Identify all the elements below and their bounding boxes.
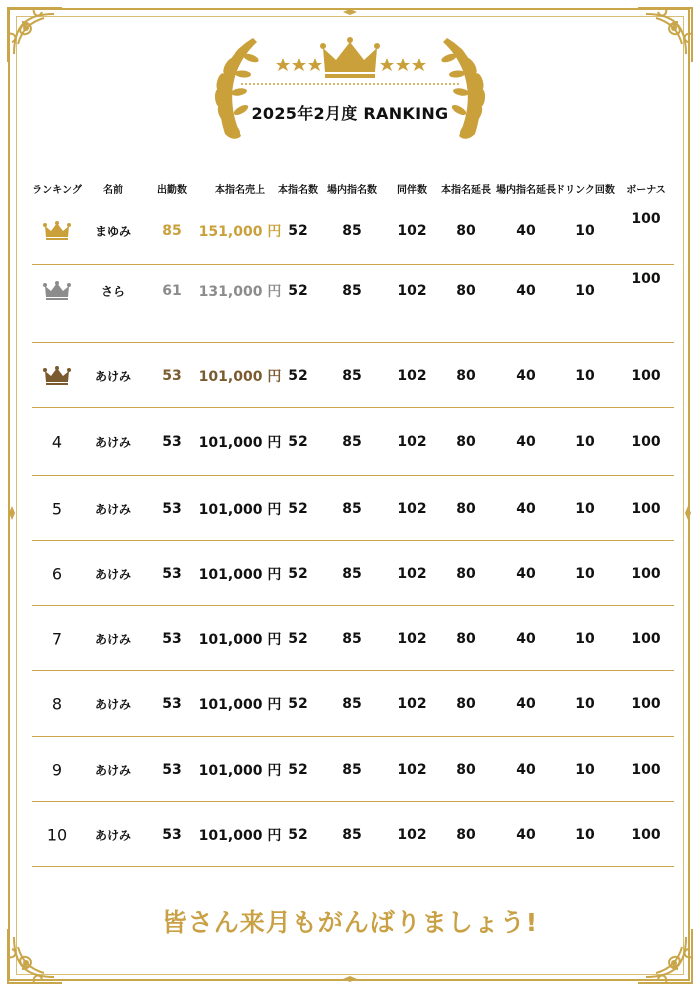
cell-name: さら bbox=[100, 284, 126, 299]
cell-dohan-count: 102 bbox=[397, 434, 427, 450]
cell-honshimei-count: 52 bbox=[288, 696, 308, 712]
bronze-crown-icon bbox=[43, 366, 71, 386]
cell-jonai-count: 85 bbox=[342, 761, 362, 778]
cell-jonai-count: 85 bbox=[342, 223, 362, 239]
ranking-row bbox=[32, 606, 674, 671]
cell-shifts: 53 bbox=[162, 696, 182, 712]
cell-rank: 8 bbox=[51, 694, 63, 714]
column-header-honshimei-count: 本指名数 bbox=[278, 185, 318, 196]
cell-honshimei-extension: 80 bbox=[456, 565, 476, 582]
ranking-row bbox=[32, 343, 674, 408]
cell-jonai-count: 85 bbox=[342, 630, 362, 647]
cell-honshimei-extension: 80 bbox=[456, 826, 476, 843]
cell-dohan-count: 102 bbox=[397, 367, 427, 384]
column-header-shifts: 出勤数 bbox=[157, 185, 187, 196]
cell-rank: 4 bbox=[51, 432, 63, 452]
cell-honshimei-extension: 80 bbox=[456, 434, 476, 450]
cell-name: あけみ bbox=[94, 435, 132, 450]
cell-name: あけみ bbox=[94, 763, 132, 777]
cell-name: あけみ bbox=[94, 632, 132, 646]
cell-name: あけみ bbox=[94, 502, 132, 516]
cell-jonai-count: 85 bbox=[342, 283, 362, 299]
cell-shifts: 53 bbox=[162, 761, 182, 778]
cell-dohan-count: 102 bbox=[397, 283, 427, 299]
cell-dohan-count: 102 bbox=[397, 565, 427, 582]
silver-crown-icon bbox=[43, 281, 71, 301]
cell-jonai-extension: 40 bbox=[516, 826, 536, 843]
cell-bonus: 100 bbox=[631, 826, 661, 843]
cell-jonai-count: 85 bbox=[342, 500, 362, 517]
cell-honshimei-extension: 80 bbox=[456, 696, 476, 712]
cell-drink-count: 10 bbox=[575, 761, 595, 778]
cell-honshimei-count: 52 bbox=[288, 761, 308, 778]
cell-honshimei-count: 52 bbox=[288, 434, 308, 450]
column-header-rank: ランキング bbox=[32, 185, 82, 196]
cell-drink-count: 10 bbox=[575, 630, 595, 647]
cell-jonai-count: 85 bbox=[342, 565, 362, 582]
cell-honshimei-count: 52 bbox=[288, 283, 308, 299]
side-ornament-icon bbox=[681, 506, 695, 520]
cell-dohan-count: 102 bbox=[397, 500, 427, 517]
column-header-bonus: ボーナス bbox=[626, 185, 666, 196]
ranking-row bbox=[32, 737, 674, 802]
cell-shifts: 85 bbox=[162, 223, 182, 239]
column-header-honshimei-extension: 本指名延長 bbox=[441, 185, 491, 196]
cell-shifts: 53 bbox=[162, 630, 182, 647]
cell-jonai-extension: 40 bbox=[516, 761, 536, 778]
ranking-row bbox=[32, 802, 674, 867]
cell-rank: 6 bbox=[51, 564, 63, 583]
cell-sales: 101,000 円 bbox=[198, 697, 282, 713]
cell-jonai-extension: 40 bbox=[516, 565, 536, 582]
column-header-jonai-extension: 場内指名延長 bbox=[496, 185, 556, 196]
side-ornament-icon bbox=[343, 5, 357, 19]
cell-jonai-count: 85 bbox=[342, 367, 362, 384]
cell-sales: 101,000 円 bbox=[198, 368, 282, 385]
ranking-row bbox=[32, 265, 674, 343]
cell-rank: 10 bbox=[46, 825, 68, 844]
ranking-row bbox=[32, 408, 674, 476]
cell-dohan-count: 102 bbox=[397, 696, 427, 712]
cell-honshimei-extension: 80 bbox=[456, 761, 476, 778]
laurel-crown-emblem-icon bbox=[205, 30, 495, 148]
cell-drink-count: 10 bbox=[575, 283, 595, 299]
gold-crown-icon bbox=[43, 221, 71, 241]
side-ornament-icon bbox=[5, 506, 19, 520]
cell-sales: 101,000 円 bbox=[198, 827, 282, 844]
cell-shifts: 61 bbox=[162, 283, 182, 299]
cell-dohan-count: 102 bbox=[397, 223, 427, 239]
cell-drink-count: 10 bbox=[575, 696, 595, 712]
cell-honshimei-extension: 80 bbox=[456, 500, 476, 517]
cell-honshimei-count: 52 bbox=[288, 826, 308, 843]
ranking-row bbox=[32, 205, 674, 265]
column-header-sales: 本指名売上 bbox=[215, 185, 265, 196]
cell-honshimei-count: 52 bbox=[288, 500, 308, 517]
cell-sales: 131,000 円 bbox=[198, 284, 282, 300]
cell-shifts: 53 bbox=[162, 565, 182, 582]
cell-honshimei-count: 52 bbox=[288, 367, 308, 384]
cell-bonus: 100 bbox=[631, 271, 661, 287]
cell-shifts: 53 bbox=[162, 826, 182, 843]
cell-name: まゆみ bbox=[94, 224, 132, 239]
cell-jonai-extension: 40 bbox=[516, 434, 536, 450]
cell-sales: 151,000 円 bbox=[198, 224, 282, 240]
cell-rank: 7 bbox=[51, 629, 63, 648]
footer-message: 皆さん来月もがんばりましょう! bbox=[161, 908, 539, 937]
cell-honshimei-extension: 80 bbox=[456, 283, 476, 299]
row-divider bbox=[32, 866, 674, 867]
cell-sales: 101,000 円 bbox=[198, 631, 282, 648]
cell-honshimei-count: 52 bbox=[288, 565, 308, 582]
column-header-dohan-count: 同伴数 bbox=[397, 185, 427, 196]
cell-honshimei-count: 52 bbox=[288, 630, 308, 647]
cell-jonai-extension: 40 bbox=[516, 223, 536, 239]
cell-jonai-extension: 40 bbox=[516, 500, 536, 517]
cell-shifts: 53 bbox=[162, 500, 182, 517]
cell-honshimei-extension: 80 bbox=[456, 223, 476, 239]
column-header-name: 名前 bbox=[103, 185, 123, 196]
cell-jonai-extension: 40 bbox=[516, 630, 536, 647]
cell-bonus: 100 bbox=[631, 761, 661, 778]
cell-drink-count: 10 bbox=[575, 500, 595, 517]
cell-name: あけみ bbox=[94, 697, 132, 712]
cell-bonus: 100 bbox=[631, 500, 661, 517]
cell-bonus: 100 bbox=[631, 565, 661, 582]
cell-bonus: 100 bbox=[631, 630, 661, 647]
column-header-jonai-count: 場内指名数 bbox=[327, 185, 377, 196]
cell-bonus: 100 bbox=[631, 696, 661, 712]
cell-drink-count: 10 bbox=[575, 565, 595, 582]
cell-honshimei-extension: 80 bbox=[456, 630, 476, 647]
cell-rank: 9 bbox=[51, 760, 63, 779]
cell-sales: 101,000 円 bbox=[198, 501, 282, 518]
cell-drink-count: 10 bbox=[575, 223, 595, 239]
cell-drink-count: 10 bbox=[575, 434, 595, 450]
ranking-row bbox=[32, 476, 674, 541]
cell-dohan-count: 102 bbox=[397, 761, 427, 778]
cell-name: あけみ bbox=[94, 828, 132, 842]
cell-dohan-count: 102 bbox=[397, 826, 427, 843]
cell-jonai-extension: 40 bbox=[516, 283, 536, 299]
cell-drink-count: 10 bbox=[575, 367, 595, 384]
cell-honshimei-count: 52 bbox=[288, 223, 308, 239]
cell-rank: 5 bbox=[51, 499, 63, 518]
corner-ornament-icon bbox=[4, 4, 66, 66]
cell-name: あけみ bbox=[94, 567, 132, 581]
ranking-row bbox=[32, 671, 674, 737]
cell-jonai-count: 85 bbox=[342, 826, 362, 843]
cell-jonai-count: 85 bbox=[342, 434, 362, 450]
cell-sales: 101,000 円 bbox=[198, 566, 282, 583]
cell-bonus: 100 bbox=[631, 211, 661, 227]
cell-drink-count: 10 bbox=[575, 826, 595, 843]
cell-bonus: 100 bbox=[631, 434, 661, 450]
ranking-row bbox=[32, 541, 674, 606]
page-title: 2025年2月度 RANKING bbox=[251, 104, 449, 123]
corner-ornament-icon bbox=[634, 4, 696, 66]
cell-sales: 101,000 円 bbox=[198, 762, 282, 779]
cell-jonai-count: 85 bbox=[342, 696, 362, 712]
cell-bonus: 100 bbox=[631, 367, 661, 384]
cell-jonai-extension: 40 bbox=[516, 696, 536, 712]
side-ornament-icon bbox=[343, 972, 357, 986]
cell-shifts: 53 bbox=[162, 434, 182, 450]
cell-shifts: 53 bbox=[162, 367, 182, 384]
cell-name: あけみ bbox=[94, 369, 132, 383]
cell-jonai-extension: 40 bbox=[516, 367, 536, 384]
cell-honshimei-extension: 80 bbox=[456, 367, 476, 384]
cell-dohan-count: 102 bbox=[397, 630, 427, 647]
cell-sales: 101,000 円 bbox=[198, 435, 282, 451]
column-header-drink-count: ドリンク回数 bbox=[555, 185, 615, 196]
